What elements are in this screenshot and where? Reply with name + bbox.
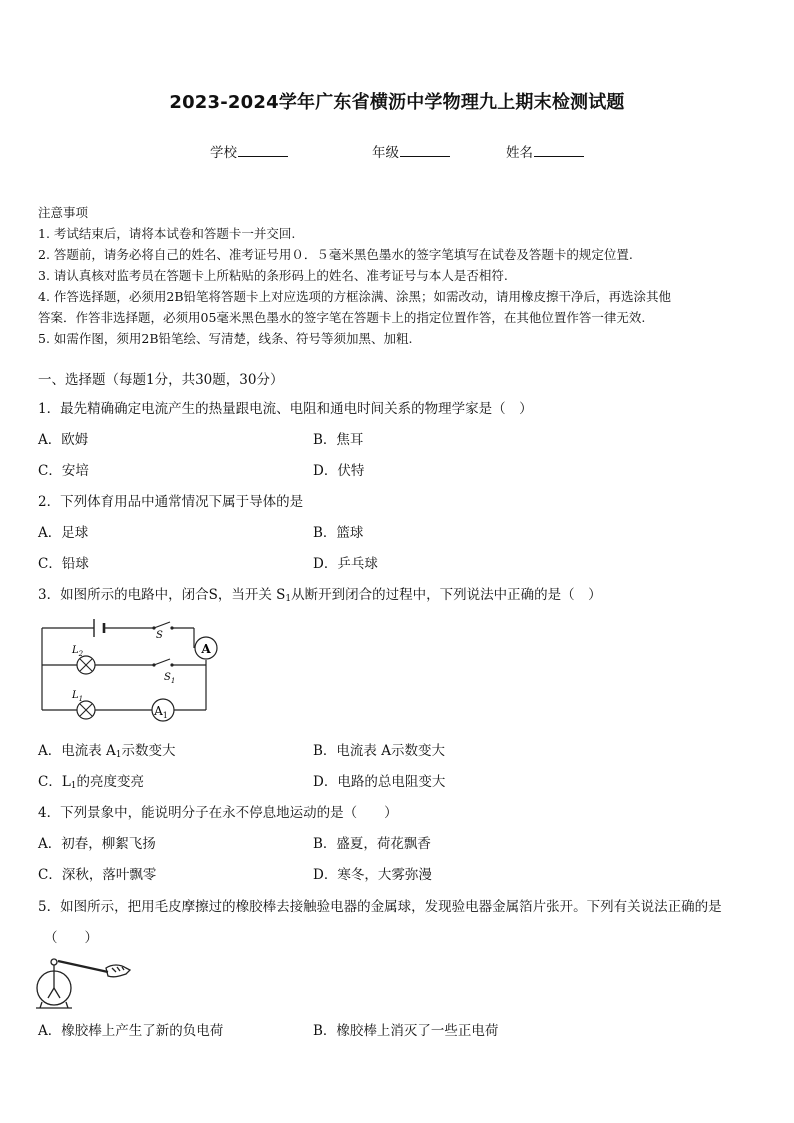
- q5-option-b: B．橡胶棒上消灭了一些正电荷: [313, 1023, 499, 1039]
- question-2-stem: 2．下列体育用品中通常情况下属于导体的是: [38, 494, 304, 510]
- question-5-stem-cont: （ ）: [44, 930, 98, 946]
- q2-option-c: C．铅球: [38, 556, 89, 572]
- q3-circuit-diagram: [36, 612, 226, 728]
- q1-option-b: B．焦耳: [313, 432, 364, 448]
- school-blank: [238, 142, 288, 157]
- lamp-l2-label: $L_2$: [72, 645, 84, 658]
- q3-c-text: 的亮度变亮: [76, 774, 145, 790]
- q3-c-text: C．L: [38, 774, 71, 790]
- q2-option-d: D．乒乓球: [313, 556, 378, 572]
- school-field: [210, 141, 288, 161]
- q3-option-d: D．电路的总电阻变大: [313, 774, 446, 790]
- electroscope-figure: [30, 950, 134, 1012]
- q3-option-b: B．电流表 A示数变大: [313, 743, 445, 759]
- name-label: 姓名: [506, 145, 533, 161]
- switch-s1-label: $S_1$: [164, 672, 176, 685]
- q1-option-c: C．安培: [38, 463, 89, 479]
- ammeter-a1-label: $A_1$: [154, 704, 168, 720]
- grade-blank: [400, 142, 450, 157]
- q1-option-a: A．欧姆: [38, 432, 89, 448]
- notice-item: 4. 作答选择题，必须用2B铅笔将答题卡上对应选项的方框涂满、涂黑；如需改动，请用橡皮擦干净后，再选涂其他: [38, 289, 672, 304]
- q3-a-sub: 1: [115, 750, 122, 760]
- q4-option-a: A．初春，柳絮飞扬: [38, 836, 156, 852]
- q1-option-d: D．伏特: [313, 463, 365, 479]
- question-1-stem: 1．最先精确确定电流产生的热量跟电流、电阻和通电时间关系的物理学家是（ ）: [38, 401, 533, 417]
- rubber-rod-icon: [58, 961, 108, 972]
- q3-stem-part: 从断开到闭合的过程中，下列说法中正确的是（ ）: [291, 587, 602, 603]
- notice-heading: 注意事项: [38, 205, 89, 220]
- notice-item: 2. 答题前，请务必将自己的姓名、准考证号用０．５毫米黑色墨水的签字笔填写在试卷及答题卡的规定位置.: [38, 247, 633, 262]
- notice-item: 答案．作答非选择题，必须用05毫米黑色墨水的签字笔在答题卡上的指定位置作答，在其他位置作答一律无效.: [38, 310, 646, 325]
- question-5-stem: 5．如图所示，把用毛皮摩擦过的橡胶棒去接触验电器的金属球，发现验电器金属箔片张开。下列有关说法正确的是: [38, 899, 722, 915]
- page-title: 2023-2024学年广东省横沥中学物理九上期末检测试题: [169, 92, 625, 113]
- q4-option-d: D．寒冬，大雾弥漫: [313, 867, 432, 883]
- q3-a-text: 示数变大: [121, 743, 176, 759]
- notice-item: 1. 考试结束后，请将本试卷和答题卡一并交回.: [38, 226, 296, 241]
- grade-label: 年级: [372, 145, 399, 161]
- q2-option-b: B．篮球: [313, 525, 364, 541]
- q3-c-sub: 1: [70, 781, 77, 791]
- grade-field: [372, 141, 450, 161]
- q4-option-c: C．深秋，落叶飘零: [38, 867, 157, 883]
- q3-stem-sub: 1: [285, 594, 292, 604]
- hand-icon: [106, 965, 130, 977]
- q3-option-c: [38, 770, 144, 790]
- ammeter-a-label: A: [201, 642, 211, 656]
- name-field: [506, 141, 584, 161]
- section-heading: 一、选择题（每题1分，共30题，30分）: [38, 372, 284, 388]
- q2-option-a: A．足球: [38, 525, 89, 541]
- q4-option-b: B．盛夏，荷花飘香: [313, 836, 431, 852]
- q3-option-a: [38, 739, 176, 759]
- notice-item: 5. 如需作图，须用2B铅笔绘、写清楚，线条、符号等须加黑、加粗.: [38, 331, 413, 346]
- school-label: 学校: [210, 145, 237, 161]
- lamp-l1-label: $L_1$: [72, 690, 84, 703]
- q3-stem-part: 3．如图所示的电路中，闭合S，当开关 S: [38, 587, 286, 603]
- notice-item: 3. 请认真核对监考员在答题卡上所粘贴的条形码上的姓名、准考证号与本人是否相符.: [38, 268, 508, 283]
- switch-s: [154, 622, 170, 628]
- question-4-stem: 4．下列景象中，能说明分子在永不停息地运动的是（ ）: [38, 805, 398, 821]
- name-blank: [534, 142, 584, 157]
- q3-a-text: A．电流表 A: [38, 743, 116, 759]
- question-3-stem: [38, 583, 602, 603]
- switch-s1: [154, 659, 170, 665]
- switch-s-label: S: [156, 630, 163, 641]
- q5-option-a: A．橡胶棒上产生了新的负电荷: [38, 1023, 224, 1039]
